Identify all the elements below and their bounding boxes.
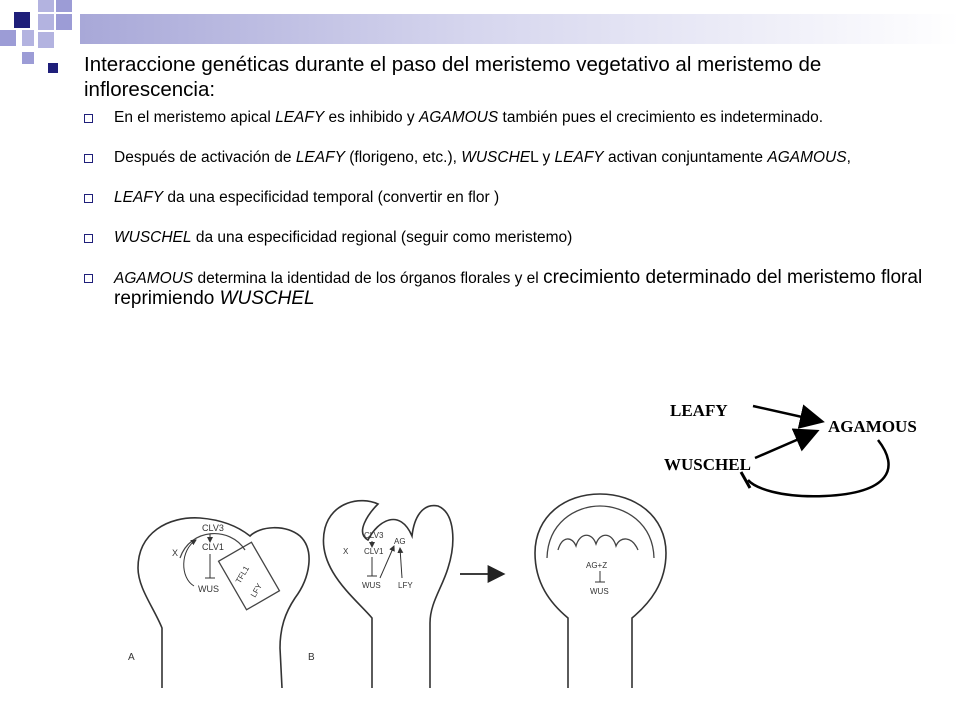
panel-a-clv3: CLV3: [202, 523, 224, 533]
hollow-square-bullet-icon: [84, 154, 93, 163]
sub-bullet-text: [114, 148, 851, 168]
header-square-navy: [14, 12, 30, 28]
text-run: LEAFY: [295, 149, 345, 166]
tfl1-lfy-box: [219, 542, 280, 609]
panel-a-lfy: LFY: [248, 581, 265, 600]
header-square-lavender: [22, 52, 34, 64]
sub-bullet: [84, 188, 938, 208]
agamous-represses-wuschel-curve: [748, 440, 889, 496]
text-run: WUSCHE: [461, 149, 531, 166]
panel-c-wus: WUS: [590, 587, 609, 596]
header-square-lavender: [56, 0, 72, 12]
panel-b-outline: [323, 501, 452, 688]
text-run: ,: [846, 149, 851, 166]
sub-bullet: [84, 108, 938, 128]
sub-bullet-list: [84, 108, 938, 310]
text-run: WUSCHEL: [219, 288, 315, 309]
schema-wuschel-label: WUSCHEL: [664, 455, 751, 474]
panel-b-lfy-arrow: [400, 548, 402, 578]
schema-leafy-label: LEAFY: [670, 401, 728, 420]
text-run: da una especificidad temporal (convertir en flor ): [163, 189, 500, 206]
text-run: (florigeno, etc.),: [344, 149, 462, 166]
sub-bullet-text: [114, 188, 499, 208]
panel-b-wus: WUS: [362, 581, 381, 590]
slide-content: [48, 52, 938, 310]
panel-b-x: X: [343, 547, 349, 556]
panel-c-flower-meristem: [535, 494, 666, 688]
panel-c-floral-organs: [558, 535, 638, 550]
panel-a-tfl1: TFL1: [233, 564, 252, 586]
meristem-diagram: [110, 488, 680, 714]
panel-b-meristem: [308, 501, 453, 688]
text-run: crecimiento determinado del meristemo floral reprimiendo: [114, 267, 923, 309]
panel-a-label: A: [128, 652, 135, 663]
header-square-lavender: [22, 30, 34, 46]
text-run: determina la identidad de los órganos florales y el: [193, 270, 544, 287]
panel-b-lfy: LFY: [398, 581, 413, 590]
text-run: da una especificidad regional (seguir como meristemo): [191, 229, 573, 246]
sub-bullet: [84, 268, 938, 310]
panel-a-x: X: [172, 548, 179, 558]
text-run: LEAFY: [554, 149, 604, 166]
hollow-square-bullet-icon: [84, 114, 93, 123]
header-square-lavender: [38, 32, 54, 48]
sub-bullet-text: [114, 108, 823, 128]
hollow-square-bullet-icon: [84, 274, 93, 283]
panel-a-wus: WUS: [198, 584, 219, 594]
leafy-to-agamous-arrow: [753, 406, 820, 421]
header-gradient-bar: [80, 14, 960, 44]
header-square-lavender: [0, 30, 16, 46]
panel-b-clv1: CLV1: [364, 547, 384, 556]
text-run: LEAFY: [275, 109, 325, 126]
header-square-lavender: [38, 14, 54, 30]
sub-bullet: [84, 148, 938, 168]
panel-a-clv1: CLV1: [202, 542, 224, 552]
header-square-lavender: [56, 14, 72, 30]
text-run: En el meristemo apical: [114, 109, 276, 126]
main-bullet: [48, 52, 938, 102]
gene-interaction-schema: [650, 388, 950, 498]
text-run: Después de activación de: [114, 149, 296, 166]
wuschel-to-agamous-arrow: [755, 432, 815, 458]
text-run: AGAMOUS: [767, 149, 847, 166]
text-run: es inhibido y: [324, 109, 419, 126]
square-bullet-icon: [48, 63, 58, 73]
hollow-square-bullet-icon: [84, 194, 93, 203]
text-run: AGAMOUS: [114, 270, 194, 287]
panel-c-inner-arc: [547, 506, 654, 558]
text-run: activan conjuntamente: [603, 149, 768, 166]
text-run: L y: [530, 149, 555, 166]
slide-title: Interaccione genéticas durante el paso del meristemo vegetativo al meristemo de inflorescencia:: [84, 53, 822, 101]
header-square-lavender: [38, 0, 54, 12]
text-run: también pues el crecimiento es indeterminado.: [498, 109, 824, 126]
panel-a-meristem: [128, 518, 309, 688]
panel-b-ag: AG: [394, 537, 406, 546]
sub-bullet-text: [114, 268, 938, 310]
text-run: LEAFY: [114, 189, 164, 206]
schema-agamous-label: AGAMOUS: [828, 417, 917, 436]
panel-b-label: B: [308, 652, 315, 663]
sub-bullet-text: [114, 228, 572, 248]
sub-bullet: [84, 228, 938, 248]
text-run: AGAMOUS: [418, 109, 499, 126]
panel-b-clv3: CLV3: [364, 531, 384, 540]
text-run: WUSCHEL: [114, 229, 192, 246]
panel-c-agz: AG+Z: [586, 561, 608, 570]
hollow-square-bullet-icon: [84, 234, 93, 243]
